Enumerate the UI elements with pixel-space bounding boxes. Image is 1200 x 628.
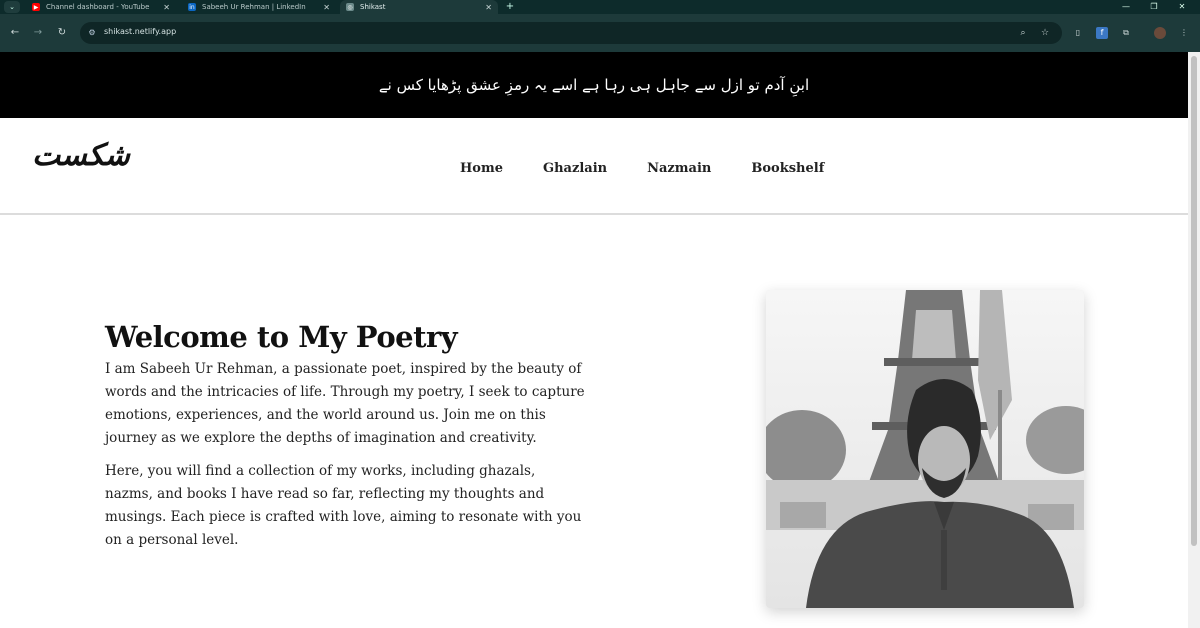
urdu-couplet-banner <box>0 52 1188 118</box>
site-header <box>0 118 1188 215</box>
banner-text: ابنِ آدم تو ازل سے جاہل ہی رہا ہے اسے یہ رمزِ عشق پڑھایا کس نے <box>378 76 810 94</box>
nav-home[interactable]: Home <box>460 161 503 176</box>
intro-paragraph-1: I am Sabeeh Ur Rehman, a passionate poet, inspired by the beauty of words and the intricacies of life. Through my poetry, I seek to capture emotions, experiences, and the world around us. Join me on this journey as we explore the depths of imagination and creativity. <box>105 361 585 446</box>
tab-search-chevron-icon[interactable]: ⌄ <box>4 1 20 13</box>
browser-tab-bar <box>0 0 1200 14</box>
extension-icon[interactable]: ▯ <box>1075 28 1081 37</box>
avatar[interactable] <box>1154 27 1166 39</box>
intro-paragraph-2: Here, you will find a collection of my works, including ghazals, nazms, and books I have read so far, reflecting my thoughts and musings. Each piece is crafted with love, aiming to resonate with you on a personal level. <box>105 463 582 548</box>
reload-icon[interactable]: ↻ <box>57 27 67 38</box>
tab-label: Shikast <box>360 3 386 11</box>
extension-icon[interactable]: f <box>1096 27 1108 39</box>
tab-shikast[interactable] <box>340 0 498 14</box>
site-logo[interactable]: شکست <box>32 138 130 173</box>
tab-youtube[interactable] <box>26 0 176 14</box>
portrait-image <box>766 290 1084 608</box>
close-window-icon[interactable]: ✕ <box>1178 2 1186 11</box>
close-icon[interactable]: ✕ <box>485 2 492 12</box>
tab-label: Channel dashboard - YouTube <box>46 3 150 11</box>
intro-section <box>105 320 585 552</box>
back-icon[interactable]: ← <box>10 27 20 38</box>
close-icon[interactable]: ✕ <box>163 2 170 12</box>
nav-bookshelf[interactable]: Bookshelf <box>751 161 825 176</box>
site-info-icon[interactable]: ⚙ <box>88 28 96 37</box>
puzzle-icon[interactable]: ⧉ <box>1123 28 1129 37</box>
page-scrollbar[interactable] <box>1188 52 1200 628</box>
poet-portrait-photo <box>766 290 1084 608</box>
minimize-icon[interactable]: — <box>1122 2 1130 11</box>
url-text: shikast.netlify.app <box>104 27 177 36</box>
youtube-icon: ▶ <box>33 3 39 11</box>
webpage <box>0 52 1188 628</box>
new-tab-icon[interactable]: + <box>505 1 515 12</box>
scrollbar-thumb[interactable] <box>1191 56 1197 546</box>
globe-icon: ◎ <box>347 3 353 11</box>
tab-linkedin[interactable] <box>182 0 336 14</box>
tab-label: Sabeeh Ur Rehman | LinkedIn <box>202 3 306 11</box>
linkedin-icon: in <box>189 3 195 11</box>
menu-kebab-icon[interactable]: ⋮ <box>1180 28 1188 37</box>
main-nav <box>460 161 824 176</box>
bookmark-star-icon[interactable]: ☆ <box>1040 28 1050 38</box>
nav-ghazlain[interactable]: Ghazlain <box>542 161 608 176</box>
nav-nazmain[interactable]: Nazmain <box>647 161 712 176</box>
zoom-icon[interactable]: ⌕ <box>1020 28 1026 38</box>
address-bar[interactable] <box>80 22 1062 44</box>
restore-icon[interactable]: ❐ <box>1150 2 1158 11</box>
forward-icon[interactable]: → <box>33 27 43 38</box>
page-title: Welcome to My Poetry <box>105 320 458 354</box>
close-icon[interactable]: ✕ <box>323 2 330 12</box>
browser-toolbar <box>0 14 1200 52</box>
